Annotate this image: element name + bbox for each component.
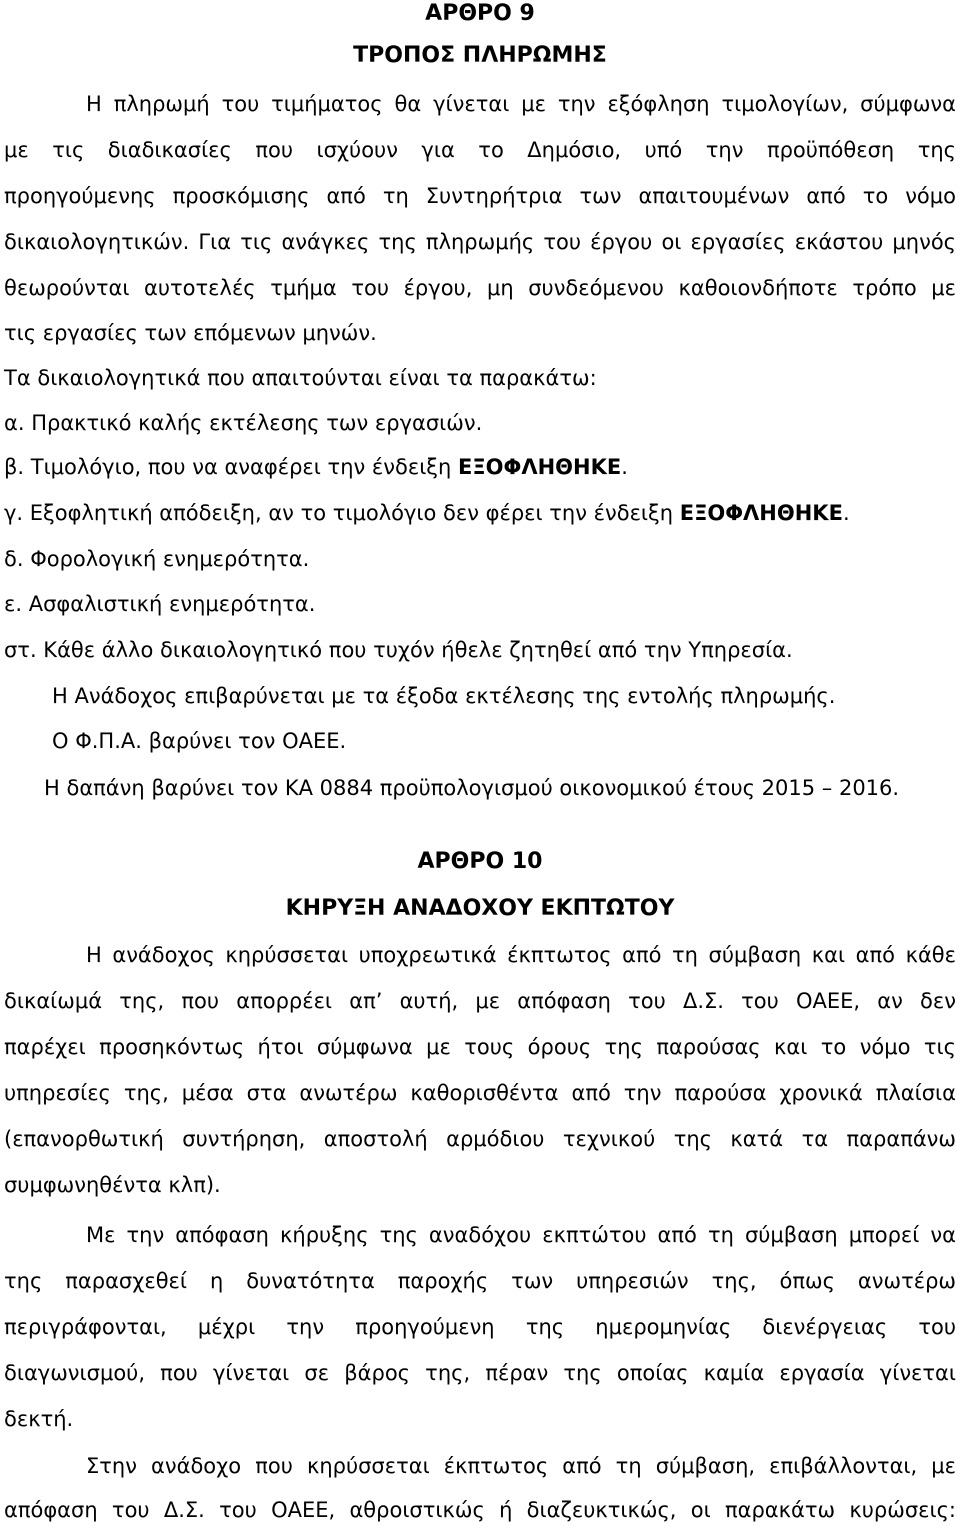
article-10-paragraph-2-line: Με την απόφαση κήρυξης της αναδόχου εκπτώτου από τη σύμβαση μπορεί να <box>86 1223 956 1247</box>
article-9-paragraph-line: Η πληρωμή του τιμήματος θα γίνεται με την εξόφληση τιμολογίων, σύμφωνα <box>86 92 956 116</box>
document-item-c <box>4 499 850 527</box>
vat-line: Ο Φ.Π.Α. βαρύνει τον ΟΑΕΕ. <box>52 729 347 753</box>
article-10-paragraph-line: συμφωνηθέντα κλπ). <box>4 1173 221 1197</box>
article-10-paragraph-line: δικαίωμά της, που απορρέει απ’ αυτή, με απόφαση του Δ.Σ. του ΟΑΕΕ, αν δεν <box>4 989 956 1013</box>
article-9-paragraph-line: τις εργασίες των επόμενων μηνών. <box>4 321 377 345</box>
document-item-b-dot: . <box>621 455 628 479</box>
document-item-a: α. Πρακτικό καλής εκτέλεσης των εργασιών. <box>4 411 483 435</box>
document-item-b-text: β. Τιμολόγιο, που να αναφέρει την ένδειξη <box>4 455 458 479</box>
article-9-title: ΤΡΟΠΟΣ ΠΛΗΡΩΜΗΣ <box>353 43 607 68</box>
article-10-paragraph-3-line: Στην ανάδοχο που κηρύσσεται έκπτωτος από τη σύμβαση, επιβάλλονται, με <box>86 1454 956 1478</box>
article-9-number: ΑΡΘΡΟ 9 <box>425 1 535 26</box>
article-10-paragraph-line: Η ανάδοχος κηρύσσεται υποχρεωτικά έκπτωτος από τη σύμβαση και από κάθε <box>86 943 956 967</box>
article-10-paragraph-2-line: διαγωνισμού, που γίνεται σε βάρος της, πέραν της οποίας καμία εργασία γίνεται <box>4 1361 956 1385</box>
article-9-paragraph-line: με τις διαδικασίες που ισχύουν για το Δημόσιο, υπό την προϋπόθεση της <box>4 138 956 162</box>
article-9-paragraph-line: προηγούμενης προσκόμισης από τη Συντηρήτρια των απαιτουμένων από το νόμο <box>4 184 956 208</box>
document-item-b <box>4 453 628 481</box>
document-item-d: δ. Φορολογική ενημερότητα. <box>4 547 310 571</box>
article-10-paragraph-2-line: της παρασχεθεί η δυνατότητα παροχής των υπηρεσιών της, όπως ανωτέρω <box>4 1269 956 1293</box>
article-10-paragraph-2-line: δεκτή. <box>4 1407 74 1431</box>
document-item-c-text: γ. Εξοφλητική απόδειξη, αν το τιμολόγιο δεν φέρει την ένδειξη <box>4 501 680 525</box>
article-10-title: ΚΗΡΥΞΗ ΑΝΑΔΟΧΟΥ ΕΚΠΤΩΤΟΥ <box>285 896 675 921</box>
document-item-b-bold: ΕΞΟΦΛΗΘΗΚΕ <box>458 455 622 479</box>
article-10-paragraph-3-line: απόφαση του Δ.Σ. του ΟΑΕΕ, αθροιστικώς ή διαζευκτικώς, οι παρακάτω κυρώσεις: <box>4 1498 956 1522</box>
article-10-paragraph-line: παρέχει προσηκόντως ήτοι σύμφωνα με τους όρους της παρούσας και το νόμο τις <box>4 1035 956 1059</box>
article-10-paragraph-line: (επανορθωτική συντήρηση, αποστολή αρμόδιου τεχνικού της κατά τα παραπάνω <box>4 1127 956 1151</box>
article-9-paragraph-line: θεωρούνται αυτοτελές τμήμα του έργου, μη συνδεόμενου καθοιονδήποτε τρόπο με <box>4 276 956 300</box>
article-9-paragraph-line: δικαιολογητικών. Για τις ανάγκες της πληρωμής του έργου οι εργασίες εκάστου μηνός <box>4 230 956 254</box>
article-10-paragraph-2-line: περιγράφονται, μέχρι την προηγούμενη της ημερομηνίας διενέργειας του <box>4 1315 956 1339</box>
contractor-costs-line: Η Ανάδοχος επιβαρύνεται με τα έξοδα εκτέλεσης της εντολής πληρωμής. <box>52 684 836 708</box>
document-item-c-dot: . <box>842 501 850 525</box>
article-10-paragraph-line: υπηρεσίες της, μέσα στα ανωτέρω καθορισθέντα από την παρούσα χρονικά πλαίσια <box>4 1081 956 1105</box>
budget-line: Η δαπάνη βαρύνει τον ΚΑ 0884 προϋπολογισμού οικονομικού έτους 2015 – 2016. <box>44 776 900 800</box>
document-item-st: στ. Κάθε άλλο δικαιολογητικό που τυχόν ήθελε ζητηθεί από την Υπηρεσία. <box>4 638 793 662</box>
documents-intro: Τα δικαιολογητικά που απαιτούνται είναι τα παρακάτω: <box>4 366 597 390</box>
document-item-e: ε. Ασφαλιστική ενημερότητα. <box>4 592 316 616</box>
document-item-c-bold: ΕΞΟΦΛΗΘΗΚΕ <box>679 501 843 525</box>
article-10-number: ΑΡΘΡΟ 10 <box>417 849 543 874</box>
